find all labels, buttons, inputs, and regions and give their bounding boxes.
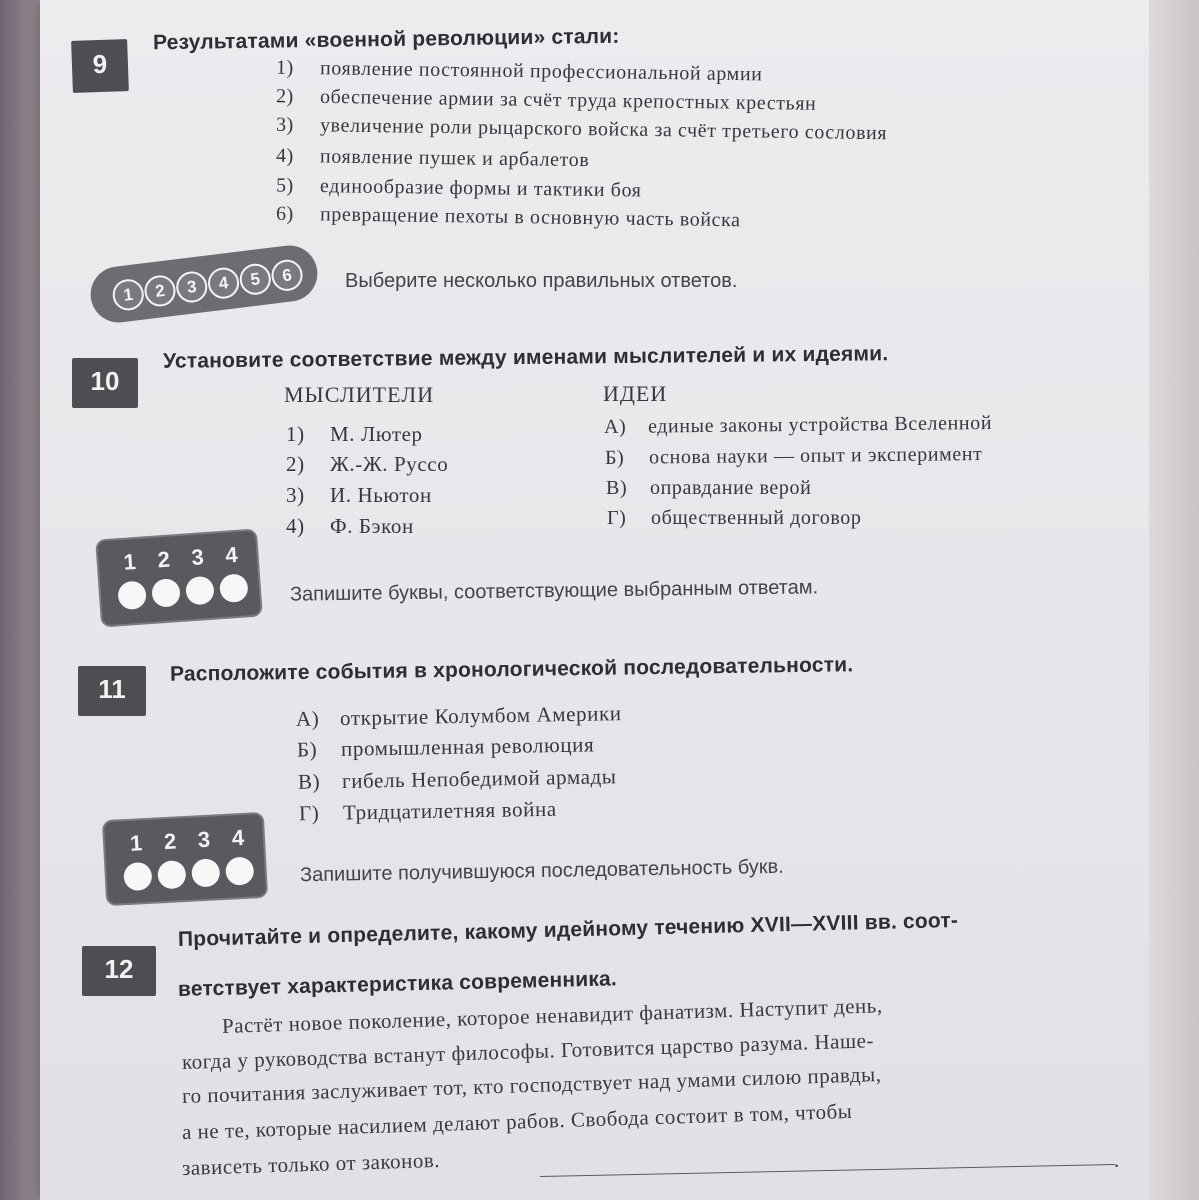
q10-idea-d: Г) общественный договор (607, 507, 862, 529)
q12-answer-end: . (1114, 1148, 1120, 1172)
q10-thinker-2: 2) Ж.-Ж. Руссо (286, 452, 449, 476)
q12-text-line-3: го почитания заслуживает тот, кто господствует над умами силою правды, (181, 1062, 882, 1108)
q10-answer-digit-2: 2 (156, 546, 171, 573)
q11-event-c: В) гибель Непобедимой армады (297, 764, 617, 794)
question-11-title: Расположите события в хронологической последовательности. (169, 653, 854, 686)
q9-hint: Выберите несколько правильных ответов. (345, 270, 738, 292)
q10-answer-cell-1[interactable] (117, 580, 147, 610)
question-10-title: Установите соответствие между именами мыслителей и их идеями. (162, 342, 889, 373)
q10-answer-digit-1: 1 (122, 548, 137, 575)
q9-option-1: 1) появление постоянной профессиональной армии (275, 56, 763, 86)
question-12-title-line-1: Прочитайте и определите, какому идейному течению XVII—XVIII вв. соот- (177, 908, 959, 951)
q9-option-2: 2) обеспечение армии за счёт труда крепостных крестьян (275, 85, 817, 115)
q10-thinker-1: 1) М. Лютер (286, 422, 423, 446)
q10-thinkers-header: МЫСЛИТЕЛИ (284, 382, 435, 407)
q11-event-d: Г) Тридцатилетняя война (298, 796, 557, 826)
q11-answer-digit-4: 4 (231, 824, 245, 851)
q9-option-5: 5) единообразие формы и тактики боя (275, 174, 642, 202)
page-margin-band (1149, 0, 1199, 1200)
q10-answer-cell-3[interactable] (185, 576, 215, 606)
q10-thinker-4: 4) Ф. Бэкон (286, 514, 414, 538)
question-12-title-line-2: ветствует характеристика современника. (177, 967, 618, 1001)
q9-choice-4[interactable]: 4 (206, 266, 241, 301)
q9-choice-6[interactable]: 6 (270, 258, 305, 293)
q11-event-a: А) открытие Колумбом Америки (295, 701, 622, 731)
q10-answer-cell-2[interactable] (151, 578, 181, 608)
q11-answer-box (102, 812, 268, 906)
q11-answer-cell-2[interactable] (157, 860, 186, 889)
q10-hint: Запишите буквы, соответствующие выбранным ответам. (289, 576, 819, 606)
q10-idea-c: В) оправдание верой (606, 477, 812, 499)
q9-option-3: 3) увеличение роли рыцарского войска за счёт третьего сословия (275, 113, 888, 145)
question-11-number: 11 (78, 666, 146, 716)
q10-answer-digit-3: 3 (190, 544, 205, 571)
q11-answer-cell-3[interactable] (191, 858, 220, 887)
q10-answer-box (95, 528, 263, 627)
q10-ideas-header: ИДЕИ (603, 381, 668, 406)
q11-answer-cell-1[interactable] (123, 862, 152, 891)
q10-idea-b: Б) основа науки — опыт и эксперимент (604, 443, 983, 469)
q10-answer-cell-4[interactable] (219, 573, 249, 603)
question-10-number: 10 (72, 358, 138, 408)
q9-choice-3[interactable]: 3 (175, 270, 210, 305)
question-9-title: Результатами «военной революции» стали: (152, 24, 620, 55)
q11-answer-digit-1: 1 (129, 830, 143, 856)
q12-text-line-4: а не те, которые насилием делают рабов. Свобода состоит в том, чтобы (181, 1098, 853, 1144)
q12-text-line-2: когда у руководства встанут философы. Готовится царство разума. Наше- (181, 1028, 875, 1074)
q9-option-6: 6) превращение пехоты в основную часть войска (275, 202, 741, 232)
q9-option-4: 4) появление пушек и арбалетов (275, 144, 590, 172)
q9-choice-2[interactable]: 2 (143, 274, 178, 309)
q11-answer-digit-3: 3 (197, 826, 211, 853)
q12-text-line-1: Растёт новое поколение, которое ненавидит фанатизм. Наступит день, (221, 993, 883, 1038)
q11-answer-cell-4[interactable] (225, 856, 254, 885)
question-12-number: 12 (82, 946, 156, 996)
question-9-number: 9 (71, 39, 129, 93)
q10-answer-digit-4: 4 (224, 541, 239, 568)
q11-answer-digit-2: 2 (163, 828, 177, 855)
q10-thinker-3: 3) И. Ньютон (286, 483, 432, 507)
q12-text-line-5: зависеть только от законов. (181, 1147, 441, 1180)
q11-event-b: Б) промышленная революция (296, 732, 595, 762)
q11-hint: Запишите получившуюся последовательность букв. (299, 855, 784, 887)
q10-idea-a: А) единые законы устройства Вселенной (603, 411, 993, 439)
q9-choice-1[interactable]: 1 (111, 278, 146, 313)
q9-choice-5[interactable]: 5 (238, 262, 273, 297)
